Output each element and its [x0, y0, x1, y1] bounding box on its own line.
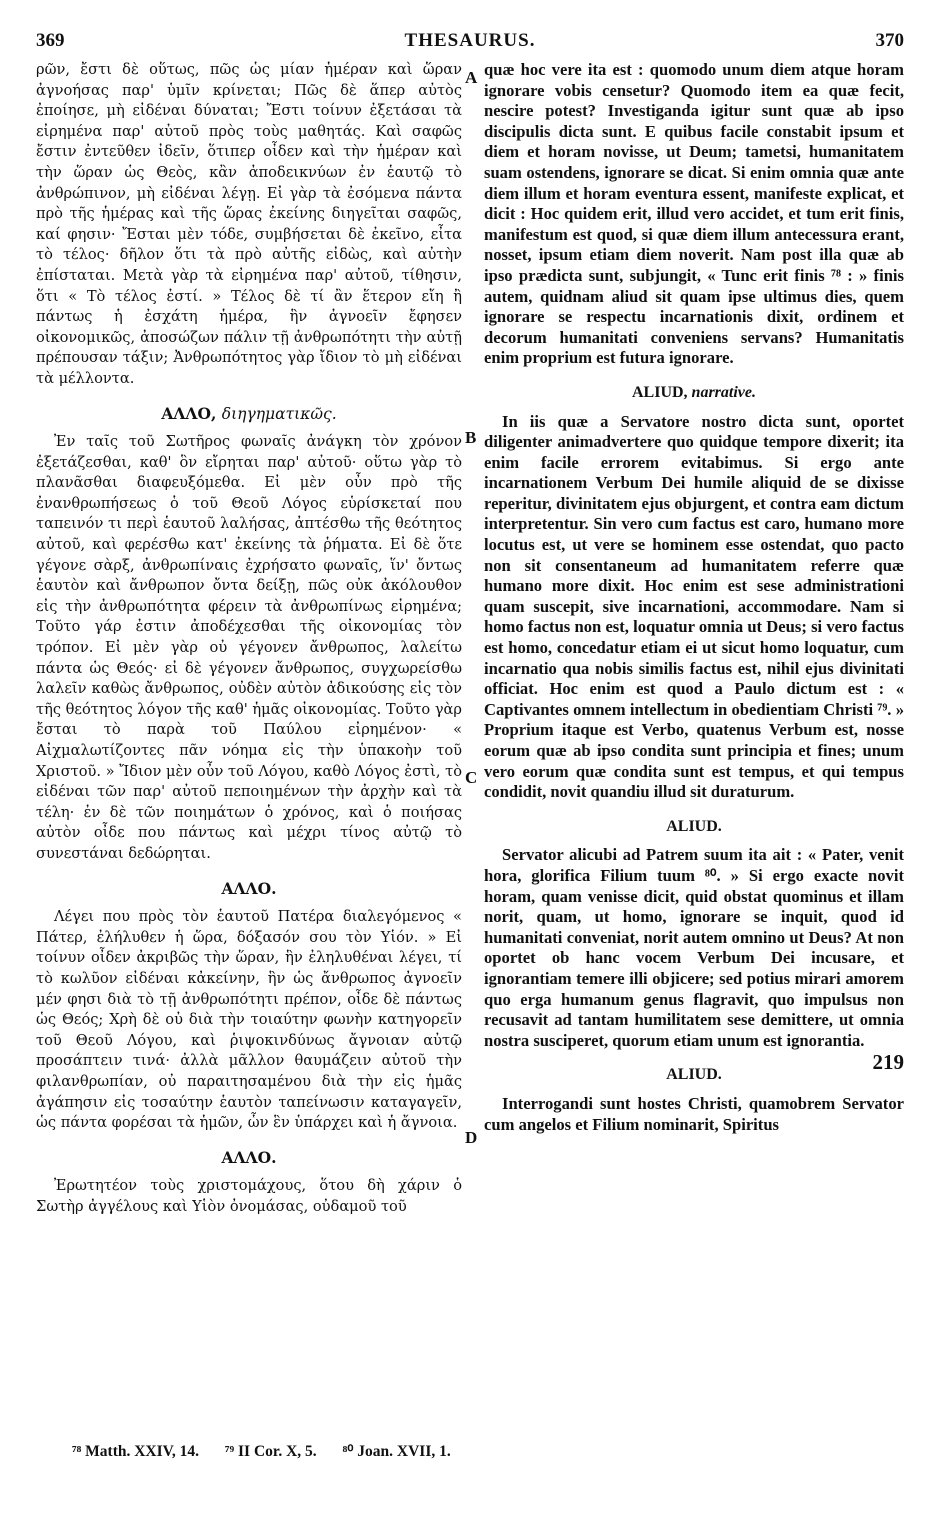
latin-paragraph-1: quæ hoc vere ita est : quomodo unum diem atque horam ignorare vobis censetur? Quomodo item ea quæ fecit, nescire potest? Investiganda igitur sunt quæ ab ipso discipulis dicta sunt. E quibus facile constabit ipsum et diem et horam novisse, ut Deum; tametsi, humanitatem suam ostendens, ignorare se dicat. Si enim omnia quæ ante diem illum et horam eventura essent, manifeste explicat, et dicit : Hoc quidem erit, illud vero accidet, et tum erit finis, manifestum est quod, si quæ diem illum antecessura erant, nosset, ipsum etiam diem noverit. Nam post illa quæ ab ipso prædicta sunt, subjungit, « Tunc erit finis ⁷⁸ : » finis autem, quidnam aliud sit quam ipse ultimus dies, quem ignorare se respectu incarnationis dixit, ordinem et decorum humanitati conveniens servans? Humanitatis enim proprium est futura ignorare.: [484, 60, 904, 368]
latin-paragraph-3: Servator alicubi ad Patrem suum ita ait : « Pater, venit hora, glorifica Filium tuum ⁸⁰. » Si ergo exacte novit horam, quam venisse dicit, quid obstat quominus et illam norit, quam, ut homo, ignorare se inquit, quod id humanitati conveniat, norit autem omnino ut Deus? At non oportet ob hanc vocem Verbum Dei incusare, et ignorantiam temere illi objicere; sed potius mirari amorem quo erga humanum genus flagravit, quo impulsus non recusavit ad tantam humilitatem sese demittere, ut omnia nostra susciperet, quorum etiam unum est ignorantia.: [484, 845, 904, 1050]
latin-heading-2-sub: narrative.: [691, 383, 756, 401]
page-number-left: 369: [36, 30, 65, 51]
latin-heading-3: ALIUD.: [666, 817, 722, 835]
footnotes: [72, 1442, 832, 1461]
latin-heading-2: [484, 383, 904, 404]
greek-heading-2-main: ΑΛΛΟ,: [161, 403, 217, 423]
margin-number: 219: [872, 1050, 904, 1074]
page-number-right: 370: [875, 30, 904, 51]
greek-paragraph-3: Λέγει που πρὸς τὸν ἑαυτοῦ Πατέρα διαλεγόμενος « Πάτερ, ἐλήλυθεν ἡ ὥρα, δόξασόν σου τὸν Υἱόν. » Εἰ τοίνυν οἶδεν ἀκριβῶς τὴν ὥραν, ἣν ἐληλυθέναι λέγει, τί τὸ κωλῦον εἰδέναι κἀκείνην, ἣν ὡς ἄνθρωπος ἀγνοεῖν μέν φησι διὰ τὸ τῇ ἀνθρωπότητι πρέπον, οἶδε δὲ πάντως ὡς Θεός; Χρὴ δὲ οὐ διὰ τὴν τοιαύτην φωνὴν κατηγορεῖν τοῦ Θεοῦ Λόγου, καὶ ῥιψοκινδύνως ἄγνοιαν αὐτῷ προσάπτειν τινά· ἀλλὰ μᾶλλον θαυμάζειν αὐτοῦ τὴν φιλανθρωπίαν, οὐ παραιτησαμένου διὰ τὴν εἰς ἡμᾶς ἀγάπησιν εἰς τοσαύτην ἑαυτὸν ταπείνωσιν καταγαγεῖν, ὡς πάντα φορέσαι τὰ ἡμῶν, ὧν ἓν ὑπάρχει καὶ ἡ ἄγνοια.: [36, 908, 462, 1132]
footnote-80: ⁸⁰ Joan. XVII, 1.: [342, 1443, 451, 1460]
running-title: THESAURUS.: [404, 30, 536, 51]
footnote-79: ⁷⁹ II Cor. X, 5.: [224, 1443, 317, 1460]
greek-heading-4: ΑΛΛΟ.: [221, 1147, 277, 1167]
marker-d: D: [465, 1128, 478, 1147]
greek-heading-2-sub: διηγηματικῶς.: [221, 404, 337, 423]
marker-a: A: [465, 68, 478, 87]
greek-column: [36, 60, 462, 1217]
latin-paragraph-4: Interrogandi sunt hostes Christi, quamobrem Servator cum angelos et Filium nominarit, Spiritus: [484, 1093, 904, 1134]
running-header: [36, 30, 904, 58]
greek-heading-2: [36, 404, 462, 425]
latin-heading-4: ALIUD.: [666, 1066, 722, 1084]
latin-column: [484, 60, 904, 1135]
greek-paragraph-4: Ἐρωτητέον τοὺς χριστομάχους, ὅτου δὴ χάριν ὁ Σωτὴρ ἀγγέλους καὶ Υἱὸν ὀνομάσας, οὐδαμοῦ τοῦ: [36, 1177, 462, 1215]
marker-c: C: [465, 768, 478, 787]
section-markers: [462, 60, 484, 1510]
greek-heading-3: ΑΛΛΟ.: [221, 878, 277, 898]
marker-b: B: [465, 428, 477, 447]
greek-paragraph-1: ρῶν, ἔστι δὲ οὕτως, πῶς ὡς μίαν ἡμέραν καὶ ὥραν ἀγνοήσας παρ' ὑμῖν κρίνεται; Πῶς δὲ ἅπερ αὐτὸς ἐποίησε, μὴ εἰδέναι δύναται; Ἔστι τοίνυν ἐξετάσαι τὰ εἰρημένα παρ' αὐτοῦ πρὸς τοὺς μαθητάς. Καὶ σαφῶς ἔστιν ἐντεῦθεν ἰδεῖν, ὅτιπερ οἶδεν καὶ τὴν ἡμέραν καὶ τὴν ὥραν ὡς Θεὸς, κἂν ἀποδεικνύων ἐν ἑαυτῷ τὸ ἀνθρώπινον, μὴ εἰδέναι λέγῃ. Εἰ γὰρ τὰ ἐσόμενα πάντα πρὸ τῆς ἡμέρας καὶ τῆς ὥρας ἐκείνης διηγεῖται σαφῶς, καί φησιν· Ἔσται μὲν τόδε, συμβήσεται δὲ ἐκεῖνο, εἶτα τὸ τέλος· δῆλον ὅτι τὰ πρὸ αὐτῆς εἰδὼς, καὶ αὐτὴν ἐπίσταται. Μετὰ γὰρ τὰ εἰρημένα παρ' αὐτοῦ, τίθησιν, ὅτι « Τὸ τέλος ἐστί. » Τέλος δὲ τί ἂν ἕτερον εἴη ἢ πάντως ἡ ἐσχάτη ἡμέρα, ἣν ἀγνοεῖν ἔφησεν οἰκονομικῶς, ἀποσώζων πάλιν τῇ ἀνθρωπότητι τὴν αὐτῇ πρέπουσαν τάξιν; Ἀνθρωπότητος γὰρ ἴδιον τὸ μὴ εἰδέναι τὰ μέλλοντα.: [36, 61, 462, 387]
latin-paragraph-2: In iis quæ a Servatore nostro dicta sunt, oportet diligenter animadvertere quo quidque tempore dixerit; ita enim facile errorem evitabimus. Si ergo ante incarnationem Verbum Dei humile aliquid de se dixisse reperitur, divinitatem ejus objurgent, et contra eam dictum interpretentur. Sin vero cum factus est caro, humano more locutus est, ut vere se hominem esse ostendat, quo pacto non sit consentaneum ad humanitatem referre quæ humano more dixit. Hoc enim est sese administrationi quam suscepit, sive incarnationi, accommodare. Nam si homo factus non est, loquatur omnia ut Deus; si vero factus est homo, concedatur etiam ei ut sicut homo loquatur, cum incarnatio qua nobis similis factus est, nihil ejus divinitati officiat. Hoc enim est quod a Paulo dictum est : « Captivantes omnem intellectum in obedientiam Christi ⁷⁹. » Proprium itaque est Verbo, quatenus Verbum est, nosse eorum quæ ab ipso condita sunt principia et fines; unum vero eorum quæ condita sunt est tempus, et qui tempus condidit, novit quandiu illud sit duraturum.: [484, 411, 904, 802]
footnote-78: ⁷⁸ Matth. XXIV, 14.: [72, 1443, 199, 1460]
greek-paragraph-2: Ἐν ταῖς τοῦ Σωτῆρος φωναῖς ἀνάγκη τὸν χρόνον ἐξετάζεσθαι, καθ' ὃν εἴρηται παρ' αὐτοῦ· οὕτω γὰρ τὸ πλανᾶσθαι διαφευξόμεθα. Εἰ μὲν οὖν πρὸ τῆς ἐνανθρωπήσεως ὁ τοῦ Θεοῦ Λόγος εὑρίσκεταί που ταπεινόν τι περὶ ἑαυτοῦ λαλήσας, ἀπτέσθω τῆς θεότητος αὐτοῦ, καὶ φερέσθω κατ' ἐκείνης τὰ ῥήματα. Εἰ δὲ ὅτε γέγονε σὰρξ, ἀνθρωπίναις ἐχρήσατο φωναῖς, ἵν' ὄντως ἑαυτὸν καὶ ἄνθρωπον ὄντα δείξῃ, πῶς οὐκ ἀκόλουθον εἰς τὴν ἀνθρωπότητα φέρειν τὰ ἀνθρωπίνως εἰρημένα; Τοῦτο γάρ ἐστιν ἀποδέχεσθαι τῆς οἰκονομίας τὸν τρόπον. Εἰ μὲν γὰρ οὐ γέγονεν ἄνθρωπος, λαλείτω πάντα ὡς Θεός· εἰ δὲ γέγονεν ἄνθρωπος, συγχωρείσθω λαλεῖν καθὼς ἄνθρωπος, οὐδὲν αὐτὸν ἀδικούσης εἰς τὸν τῆς θεότητος λόγον τῆς καθ' ἡμᾶς οἰκονομίας. Τοῦτο γὰρ ἔσται τὸ παρὰ τοῦ Παύλου εἰρημένον· « Αἰχμαλωτίζοντες πᾶν νόημα εἰς τὴν ὑπακοὴν τοῦ Χριστοῦ. » Ἴδιον μὲν οὖν τοῦ Λόγου, καθὸ Λόγος ἐστὶ, τὸ εἰδέναι τῶν παρ' αὐτοῦ πεποιημένων τὴν ἀρχὴν καὶ τὰ τέλη· ἐν δὲ τῶν ποιημάτων ὁ χρόνος, καὶ ὁ ποιήσας αὐτὸν οἶδε που πάντως καὶ μέχρι τίνος αὐτῷ τὸ συνεστάναι δεδώρηται.: [36, 433, 462, 862]
latin-heading-2-main: ALIUD,: [631, 383, 688, 401]
